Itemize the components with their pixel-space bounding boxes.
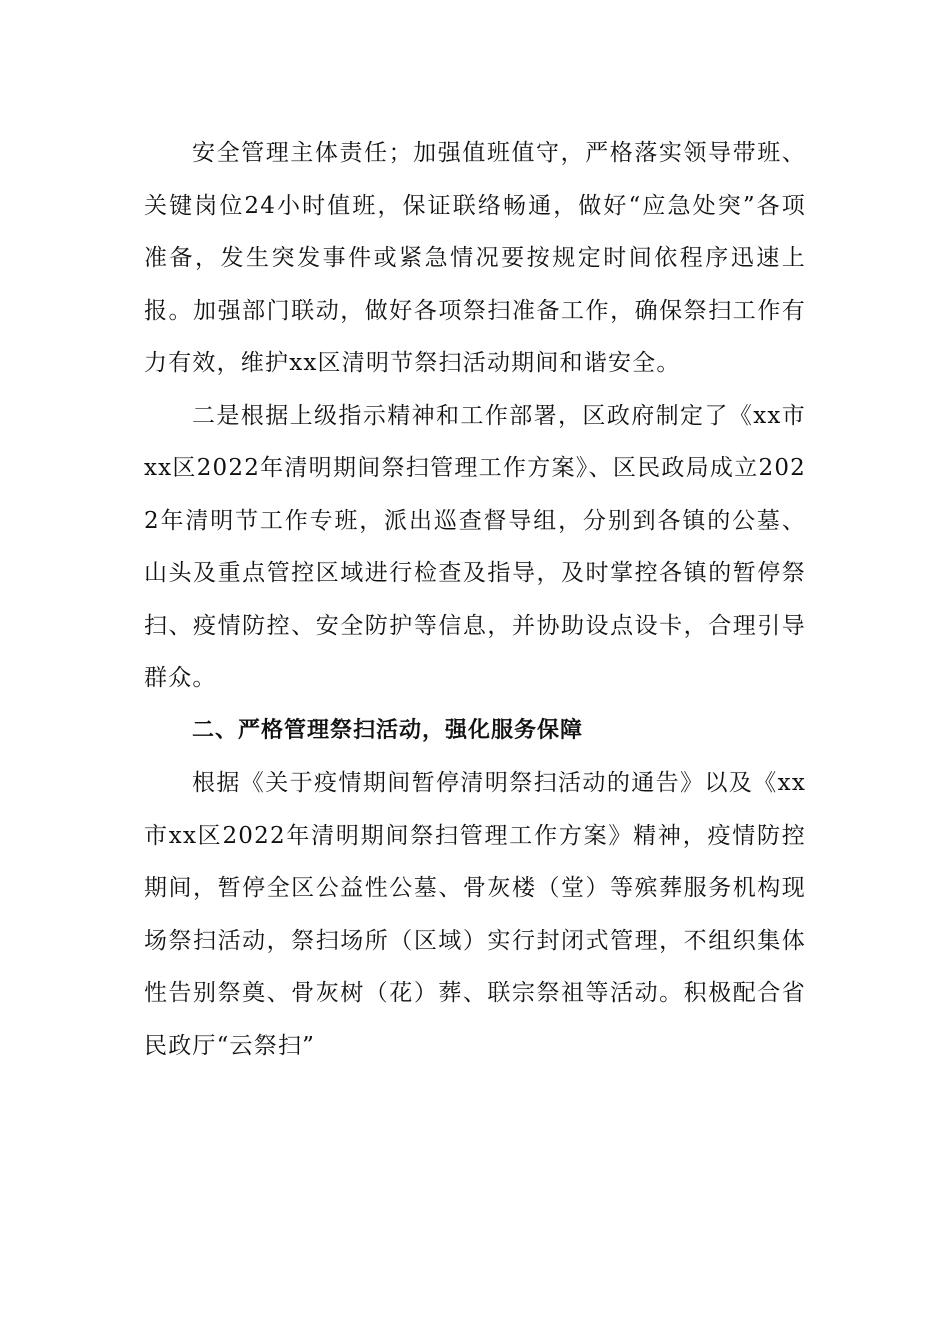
paragraph-safety-responsibility: 安全管理主体责任；加强值班值守，严格落实领导带班、关键岗位24小时值班，保证联络畅通，做好“应急处突”各项准备，发生突发事件或紧急情况要按规定时间依程序迅速上报。加强部门联动，做好各项祭扫准备工作，确保祭扫工作有力有效，维护xx区清明节祭扫活动期间和谐安全。	[144, 140, 806, 376]
paragraph-district-plan: 二是根据上级指示精神和工作部署，区政府制定了《xx市xx区2022年清明期间祭扫管理工作方案》、区民政局成立2022年清明节工作专班，派出巡查督导组，分别到各镇的公墓、山头及重点管控区域进行检查及指导，及时掌控各镇的暂停祭扫、疫情防控、安全防护等信息，并协助设点设卡，合理引导群众。	[144, 402, 806, 691]
section-heading-2: 二、严格管理祭扫活动，强化服务保障	[192, 717, 584, 743]
document-body	[144, 127, 806, 1072]
paragraph-suspension-notice: 根据《关于疫情期间暂停清明祭扫活动的通告》以及《xx市xx区2022年清明期间祭扫管理工作方案》精神，疫情防控期间，暂停全区公益性公墓、骨灰楼（堂）等殡葬服务机构现场祭扫活动，祭扫场所（区域）实行封闭式管理，不组织集体性告别祭奠、骨灰树（花）葬、联宗祭祖等活动。积极配合省民政厅“云祭扫”	[144, 770, 806, 1059]
